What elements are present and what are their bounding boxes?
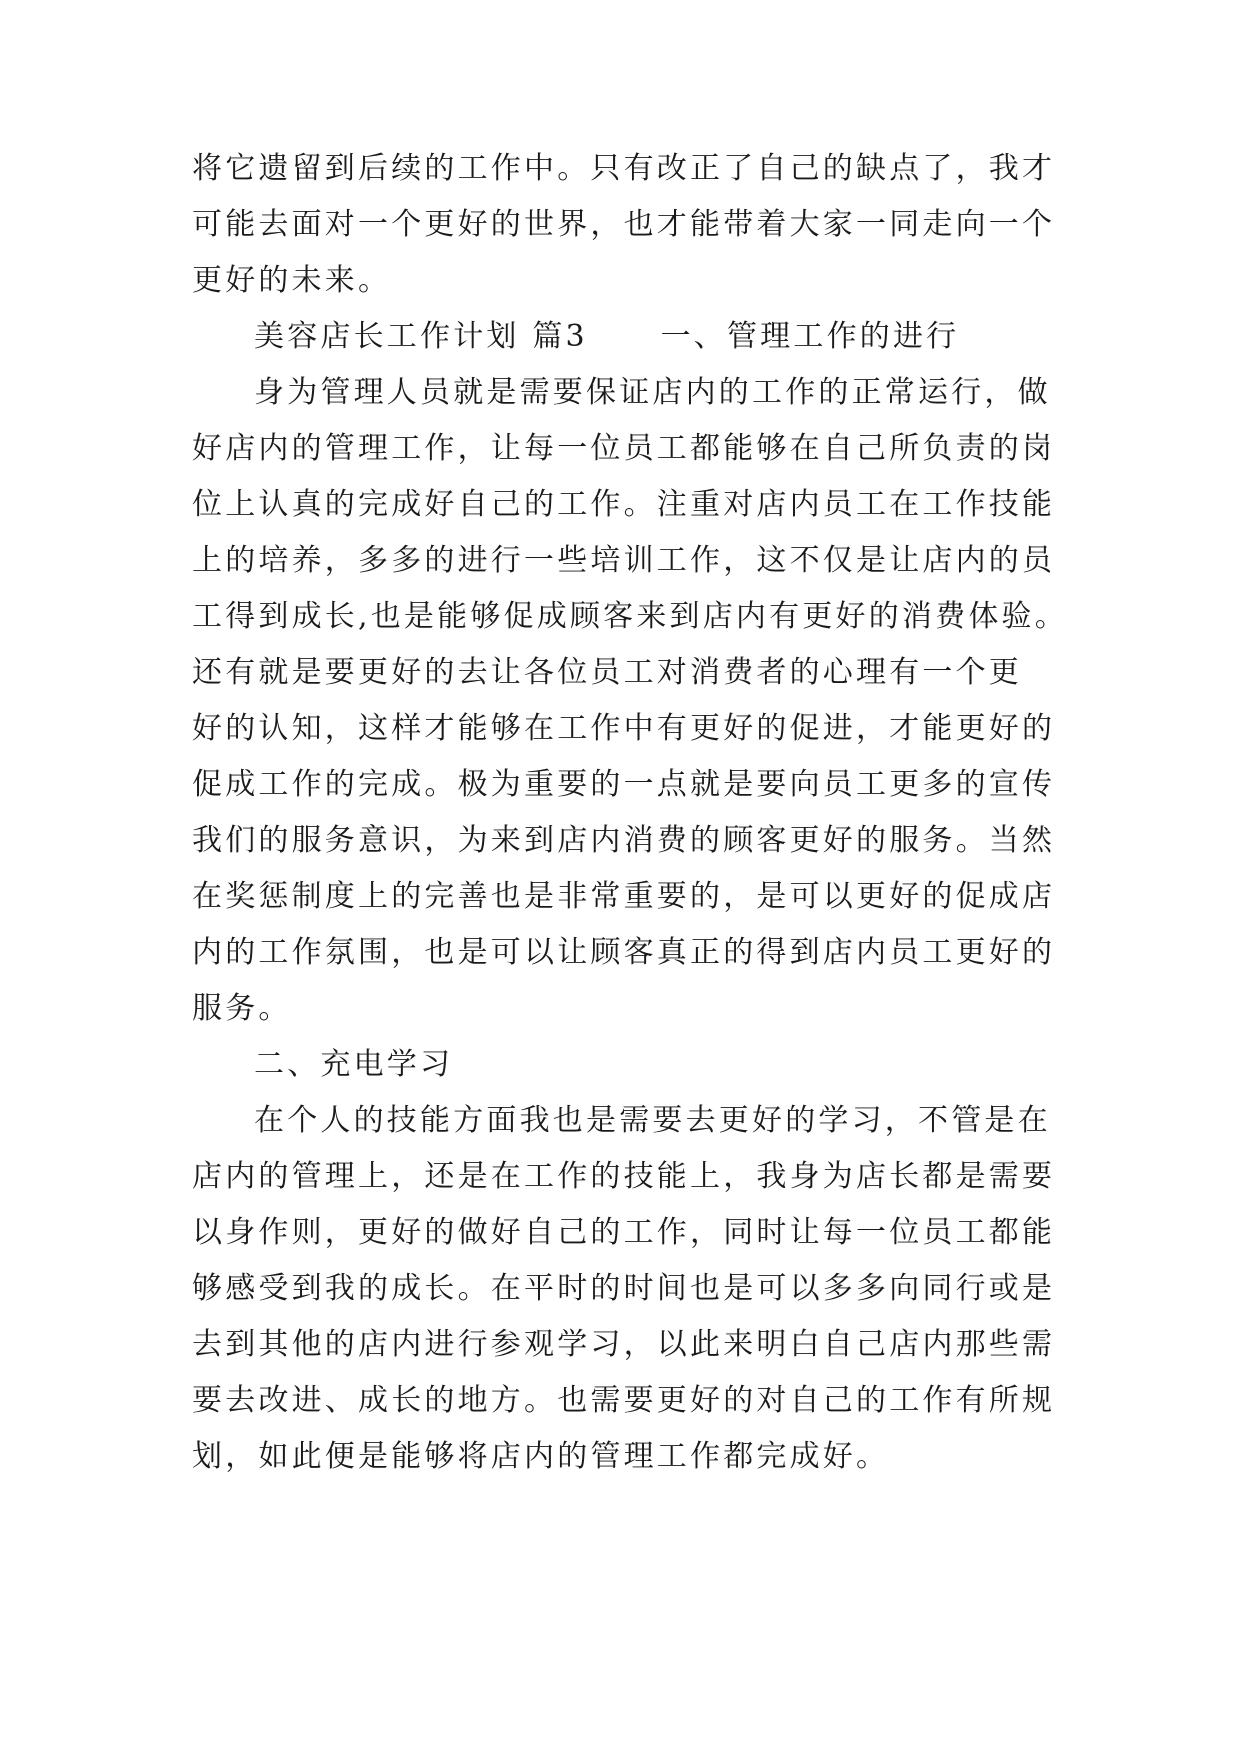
section-heading: 二、充电学习 [254,1047,454,1082]
paragraph-line: 内的工作氛围，也是可以让顾客真正的得到店内员工更好的 [192,935,1056,970]
section-heading: 一、管理工作的进行 [660,319,960,354]
paragraph-line: 要去改进、成长的地方。也需要更好的对自己的工作有所规 [192,1383,1056,1418]
paragraph-line: 以身作则，更好的做好自己的工作，同时让每一位员工都能 [192,1215,1056,1250]
paragraph-line: 在奖惩制度上的完善也是非常重要的，是可以更好的促成店 [192,879,1056,914]
paragraph-line: 在个人的技能方面我也是需要去更好的学习，不管是在 [254,1103,1051,1138]
paragraph-line: 好的认知，这样才能够在工作中有更好的促进，才能更好的 [192,711,1056,746]
paragraph-line: 划，如此便是能够将店内的管理工作都完成好。 [192,1439,890,1474]
paragraph-line: 好店内的管理工作，让每一位员工都能够在自己所负责的岗 [192,431,1056,466]
section-heading-row [254,318,1114,356]
paragraph-line: 我们的服务意识，为来到店内消费的顾客更好的服务。当然 [192,823,1056,858]
article-subtitle: 美容店长工作计划 篇3 [254,319,588,354]
paragraph-line: 店内的管理上，还是在工作的技能上，我身为店长都是需要 [192,1159,1056,1194]
paragraph-line: 将它遗留到后续的工作中。只有改正了自己的缺点了，我才 [192,151,1056,186]
paragraph-line: 身为管理人员就是需要保证店内的工作的正常运行，做 [254,375,1051,410]
paragraph-line: 去到其他的店内进行参观学习，以此来明白自己店内那些需 [192,1327,1056,1362]
paragraph-line: 够感受到我的成长。在平时的时间也是可以多多向同行或是 [192,1271,1056,1306]
paragraph-line: 可能去面对一个更好的世界，也才能带着大家一同走向一个 [192,207,1056,242]
paragraph-line: 上的培养，多多的进行一些培训工作，这不仅是让店内的员 [192,543,1056,578]
paragraph-line: 促成工作的完成。极为重要的一点就是要向员工更多的宣传 [192,767,1056,802]
paragraph-line: 工得到成长,也是能够促成顾客来到店内有更好的消费体验。 [192,599,1068,634]
paragraph-line: 还有就是要更好的去让各位员工对消费者的心理有一个更 [192,655,1022,690]
paragraph-line: 位上认真的完成好自己的工作。注重对店内员工在工作技能 [192,487,1056,522]
paragraph-line: 更好的未来。 [192,263,392,298]
paragraph-line: 服务。 [192,991,292,1026]
